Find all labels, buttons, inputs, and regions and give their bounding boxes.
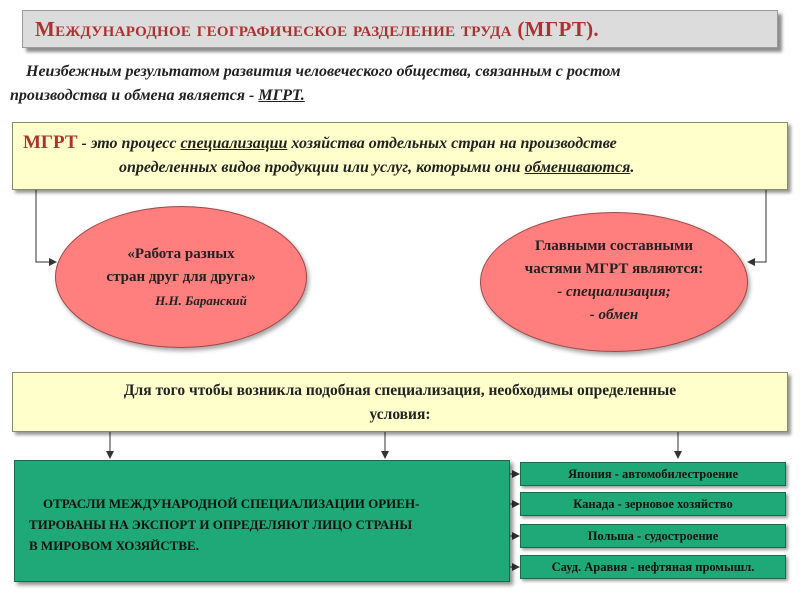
intro-term: МГРТ. xyxy=(258,87,305,104)
branches-line-2: ТИРОВАНЫ НА ЭКСПОРТ И ОПРЕДЕЛЯЮТ ЛИЦО СТРАНЫ xyxy=(29,517,413,532)
components-ellipse xyxy=(480,212,748,352)
intro-line-2-prefix: производства и обмена является - xyxy=(10,87,259,104)
components-item-1: - специализация; xyxy=(557,284,671,300)
example-box-japan: Япония - автомобилестроение xyxy=(520,462,786,486)
definition-exchange: обмениваются xyxy=(524,159,631,176)
conditions-line-1: Для того чтобы возникла подобная специализация, необходимы определенные xyxy=(123,382,677,399)
quote-ellipse xyxy=(55,206,307,348)
components-line-2: частями МГРТ являются: xyxy=(524,261,704,277)
components-line-1: Главными составными xyxy=(534,238,693,254)
conditions-line-2: условия: xyxy=(369,406,431,423)
arrow-def-to-components xyxy=(748,190,766,262)
slide-title xyxy=(22,10,778,48)
components-item-2: - обмен xyxy=(589,307,639,323)
arrow-def-to-quote xyxy=(36,190,56,262)
definition-line-1 xyxy=(23,132,617,153)
conditions-box xyxy=(12,372,788,432)
intro-line-2 xyxy=(10,87,305,104)
definition-box xyxy=(12,122,788,190)
quote-line-1: «Работа разных xyxy=(127,246,235,262)
example-box-poland: Польша - судостроение xyxy=(520,524,786,548)
intro-text xyxy=(10,60,790,108)
quote-author: Н.Н. Баранский xyxy=(155,293,247,308)
branches-line-3: В МИРОВОМ ХОЗЯЙСТВЕ. xyxy=(29,538,199,553)
example-box-canada: Канада - зерновое хозяйство xyxy=(520,492,786,516)
branches-line-1: ОТРАСЛИ МЕЖДУНАРОДНОЙ СПЕЦИАЛИЗАЦИИ ОРИЕН- xyxy=(43,496,420,511)
definition-part-1: - это процесс xyxy=(77,135,181,152)
definition-part-3: определенных видов продукции или услуг, которыми они xyxy=(119,159,525,176)
example-box-saudi-arabia: Сауд. Аравия - нефтяная промышл. xyxy=(520,555,786,579)
quote-line-2: стран друг для друга» xyxy=(106,269,256,285)
definition-part-4: . xyxy=(630,159,635,176)
definition-specialization: специализации xyxy=(180,135,288,152)
slide-title-text: Международное географическое разделение труда (МГРТ). xyxy=(35,16,599,41)
definition-part-2: хозяйства отдельных стран на производстве xyxy=(287,135,617,152)
definition-line-2 xyxy=(23,156,777,180)
intro-line-1: Неизбежным результатом развития человеческого общества, связанным с ростом xyxy=(26,63,621,80)
definition-term: МГРТ xyxy=(23,132,78,153)
branches-box xyxy=(14,460,510,582)
